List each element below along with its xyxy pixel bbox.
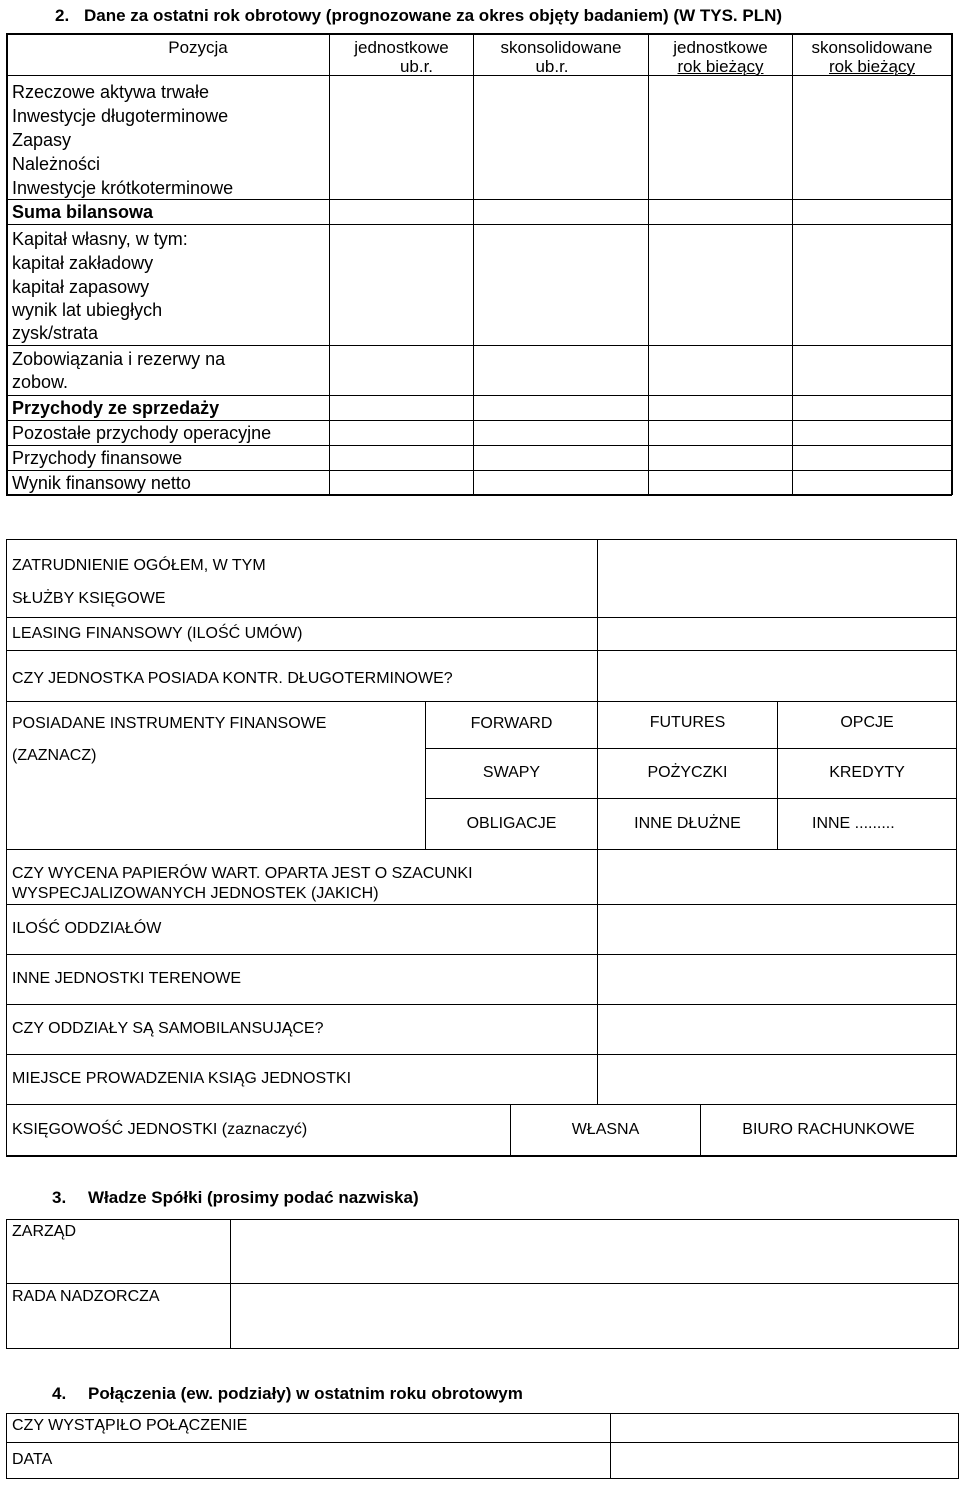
section-2-title: Dane za ostatni rok obrotowy (prognozowane za okres objęty badaniem) (W TYS. PLN) xyxy=(84,6,783,25)
long-term-contracts-label: CZY JEDNOSTKA POSIADA KONTR. DŁUGOTERMINOWE? xyxy=(12,670,453,687)
row-balance-total: Suma bilansowa xyxy=(12,202,154,222)
section-2-number: 2. xyxy=(55,6,70,25)
row-reserve-capital: kapitał zapasowy xyxy=(12,277,150,297)
field-units-label: INNE JEDNOSTKI TERENOWE xyxy=(12,970,242,987)
header-col1-line1: jednostkowe xyxy=(354,38,449,57)
header-col1-line2: ub.r. xyxy=(399,57,434,76)
section-3-title: Władze Spółki (prosimy podać nazwiska) xyxy=(88,1188,419,1207)
row-share-capital: kapitał zakładowy xyxy=(12,253,154,273)
row-other-operating-income: Pozostałe przychody operacyjne xyxy=(12,423,272,443)
valuation-label-line2: WYSPECJALIZOWANYCH JEDNOSTEK (JAKICH) xyxy=(12,885,379,902)
instrument-other-debt[interactable]: INNE DŁUŻNE xyxy=(634,815,741,832)
row-liabilities-line1: Zobowiązania i rezerwy na xyxy=(12,349,226,369)
instruments-note: (ZAZNACZ) xyxy=(12,747,97,764)
header-col2-line2: ub.r. xyxy=(535,57,569,76)
accounting-services-label: SŁUŻBY KSIĘGOWE xyxy=(12,590,166,607)
bookkeeping-label: KSIĘGOWOŚĆ JEDNOSTKI (zaznaczyć) xyxy=(12,1121,308,1138)
row-fixed-assets: Rzeczowe aktywa trwałe xyxy=(12,82,210,102)
bookkeeping-office-option[interactable]: BIURO RACHUNKOWE xyxy=(742,1121,915,1138)
row-financial-income: Przychody finansowe xyxy=(12,448,183,468)
instruments-label: POSIADANE INSTRUMENTY FINANSOWE xyxy=(12,715,327,732)
instrument-credits[interactable]: KREDYTY xyxy=(829,764,905,781)
employment-label: ZATRUDNIENIE OGÓŁEM, W TYM xyxy=(12,557,266,574)
supervisory-board-label: RADA NADZORCZA xyxy=(12,1288,160,1305)
section-4-title: Połączenia (ew. podziały) w ostatnim roku obrotowym xyxy=(88,1384,523,1403)
header-position: Pozycja xyxy=(168,38,228,57)
instrument-swaps[interactable]: SWAPY xyxy=(482,764,541,781)
bookkeeping-own-option[interactable]: WŁASNA xyxy=(571,1121,640,1138)
header-col2-line1: skonsolidowane xyxy=(500,38,622,57)
header-col3-line2: rok bieżący xyxy=(677,57,764,76)
instrument-other[interactable]: INNE ......... xyxy=(812,815,895,832)
header-col4-line2: rok bieżący xyxy=(829,57,915,76)
row-receivables: Należności xyxy=(12,154,101,174)
branches-label: ILOŚĆ ODDZIAŁÓW xyxy=(12,920,162,937)
row-sales-revenue: Przychody ze sprzedaży xyxy=(12,398,220,418)
merger-date-label: DATA xyxy=(12,1451,53,1468)
row-short-term-investments: Inwestycje krótkoterminowe xyxy=(12,178,234,198)
instrument-options[interactable]: OPCJE xyxy=(840,714,894,731)
instrument-bonds[interactable]: OBLIGACJE xyxy=(466,815,557,832)
instrument-loans[interactable]: POŻYCZKI xyxy=(647,764,728,781)
row-liabilities-line2: zobow. xyxy=(12,372,69,392)
section-4-number: 4. xyxy=(52,1384,67,1403)
board-label: ZARZĄD xyxy=(12,1223,76,1240)
self-balancing-label: CZY ODDZIAŁY SĄ SAMOBILANSUJĄCE? xyxy=(12,1020,324,1037)
row-profit-loss: zysk/strata xyxy=(12,323,99,343)
row-equity: Kapitał własny, w tym: xyxy=(12,229,188,249)
row-retained-earnings: wynik lat ubiegłych xyxy=(12,300,163,320)
merger-occurred-label: CZY WYSTĄPIŁO POŁĄCZENIE xyxy=(12,1417,248,1434)
row-net-result: Wynik finansowy netto xyxy=(12,473,191,493)
leasing-label: LEASING FINANSOWY (ILOŚĆ UMÓW) xyxy=(12,625,303,642)
instrument-forward[interactable]: FORWARD xyxy=(470,715,553,732)
valuation-label-line1: CZY WYCENA PAPIERÓW WART. OPARTA JEST O SZACUNKI xyxy=(12,865,473,882)
header-col4-line1: skonsolidowane xyxy=(811,38,933,57)
row-inventory: Zapasy xyxy=(12,130,72,150)
instrument-futures[interactable]: FUTURES xyxy=(649,714,726,731)
row-long-term-investments: Inwestycje długoterminowe xyxy=(12,106,229,126)
header-col3-line1: jednostkowe xyxy=(673,38,768,57)
section-3-number: 3. xyxy=(52,1188,67,1207)
books-location-label: MIEJSCE PROWADZENIA KSIĄG JEDNOSTKI xyxy=(12,1070,352,1087)
